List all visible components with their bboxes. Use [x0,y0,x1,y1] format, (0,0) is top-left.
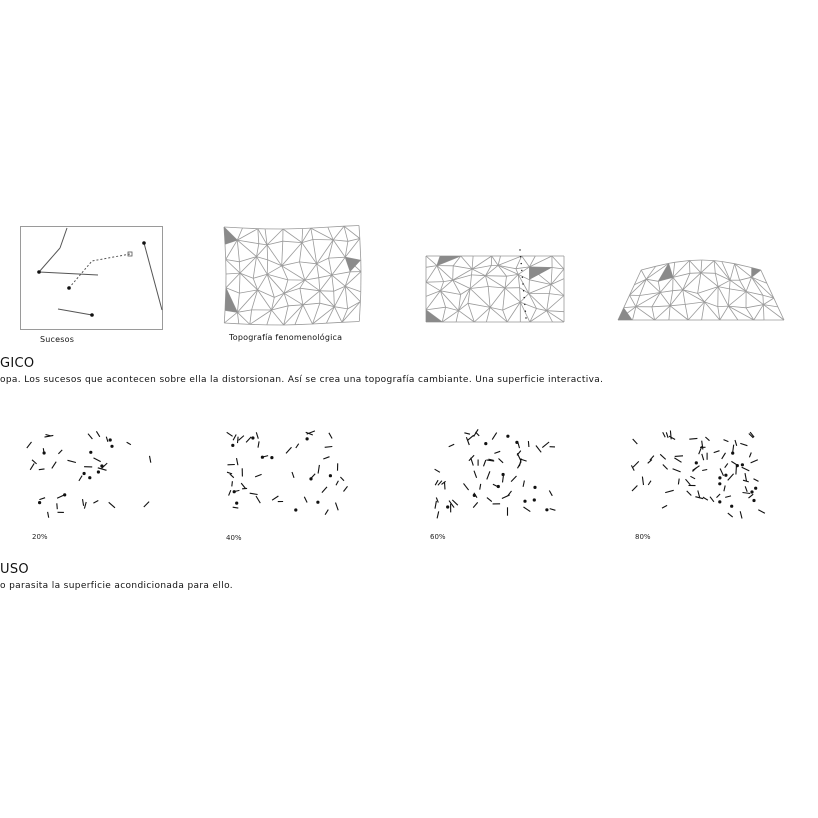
occupant-dash [229,490,231,495]
occupant-dash [724,486,725,492]
occupant-dash [466,437,469,445]
occupant-dash [511,476,516,482]
occupant-dash [714,451,720,453]
occupant-dash [720,469,723,476]
occupant-dash [698,491,700,498]
occupant-dot [523,500,526,503]
occupant-dot [89,451,92,454]
occupant-dash [487,498,492,502]
occupant-dash [449,444,455,447]
event-trace [144,243,162,310]
occupant-dash [336,503,339,511]
occupant-dash [106,437,108,442]
occupant-dash [237,458,238,465]
occupant-dash [703,497,708,500]
occupant-dot [484,442,487,445]
occupant-dash [494,451,500,453]
occupant-dash [258,441,259,447]
occupant-dash [528,441,529,447]
occupant-dash [263,456,268,457]
occupant-dot [718,500,721,503]
occupant-dash [674,458,681,462]
occupant-dash [39,498,45,500]
occupant-dash [745,473,747,481]
occupant-dash [675,456,683,457]
occupant-dash [702,470,707,471]
occupant-dash [94,458,101,462]
occupant-dash [503,476,504,483]
occupant-dash [88,434,92,439]
occupant-dash [445,482,446,489]
occupant-dash [633,461,639,467]
event-trace-dashed [69,254,130,288]
event-trace-dot [525,311,526,312]
section-text-use: o parasita la superficie acondicionada para ello. [0,581,233,591]
occupant-dot [533,486,536,489]
event-trace [60,228,67,248]
occupant-dot [231,444,234,447]
occupant-dash [256,432,258,438]
event-trace-dot [521,263,522,264]
event-trace [39,272,98,275]
occupant-dash [435,469,440,472]
occupant-dash [230,474,234,478]
occupant-dot [38,501,41,504]
event-trace-dot [524,304,525,305]
occupant-dash [325,510,328,515]
occupant-dot [718,482,721,485]
occupant-dot [83,472,86,475]
occupant-dot [718,476,721,479]
occupant-dash [57,503,58,509]
occupant-dash [96,431,99,437]
occupant-dash [318,465,319,474]
occupant-dot [752,499,755,502]
occupation-diagram-40 [214,428,356,520]
occupant-dash [336,481,338,486]
occupant-dash [710,497,714,502]
occupant-dash [745,486,747,492]
mesh-shaded-face [752,268,761,278]
event-trace-dot [520,256,521,257]
occupant-dash [32,460,37,464]
occupant-dash [663,432,666,437]
occupation-diagram-20 [22,428,162,520]
occupant-dot [730,505,733,508]
occupant-dot [533,498,536,501]
occupant-dash [648,460,652,464]
occupant-dash [518,462,522,469]
occupant-dash [127,442,131,445]
occupant-dash [499,459,504,463]
occupant-dash [150,456,151,463]
occupant-dash [725,463,728,467]
occupant-dash [233,507,239,508]
occupant-dash [27,442,32,448]
events-diagram [20,226,163,330]
occupant-dash [663,465,668,470]
occupant-dash [666,432,668,438]
occupant-dash [464,433,470,434]
occupant-dash [728,513,733,517]
occupant-dot [251,436,254,439]
occupant-dot [754,487,757,490]
occupant-dash [39,469,45,470]
occupant-dash [286,447,292,453]
occupant-dash [227,432,233,436]
occupant-dash [492,433,497,440]
occupant-dash [484,460,486,466]
occupant-dash [758,510,765,513]
occupant-dash [749,494,754,498]
density-label-60: 60% [430,533,446,541]
occupant-dash [662,505,667,508]
topography-caption: Topografía fenomenológica [229,333,343,342]
occupant-dash [687,491,692,496]
occupant-dash [48,512,49,518]
occupant-dot [110,445,113,448]
occupant-dash [725,496,731,498]
occupant-dash [740,443,747,445]
occupant-dot [306,437,309,440]
occupant-dash [524,507,531,512]
occupant-dash [46,435,51,436]
occupant-dash [296,444,299,448]
occupant-dot [545,508,548,511]
occupant-dash [227,472,232,474]
occupant-dash [549,491,552,496]
occupant-dash [705,437,709,441]
occupant-dash [473,502,478,507]
occupant-dash [30,463,34,469]
occupant-dash [232,481,233,486]
occupant-dot [235,502,238,505]
occupant-dash [735,440,737,446]
occupant-dash [329,433,332,439]
occupant-dash [58,450,62,454]
occupant-dash [689,438,697,439]
occupant-dash [754,479,759,482]
occupant-dash [83,499,84,506]
density-label-20: 20% [32,533,48,541]
density-label-40: 40% [226,534,242,542]
occupant-dash [751,460,758,463]
occupant-dash [474,471,477,478]
events-caption: Sucesos [40,335,75,344]
occupant-dash [717,494,721,498]
occupant-dash [68,460,76,462]
occupant-dash [322,487,327,493]
occupant-dash [632,486,637,492]
event-point [142,241,146,245]
occupant-dot [270,456,273,459]
occupant-dash [250,493,258,494]
occupant-dash [304,497,307,503]
occupant-dash [731,461,738,465]
occupant-dash [109,502,115,508]
mesh-shaded-face [618,308,633,320]
section-heading-topography: GICO [0,356,35,371]
occupant-dot [97,470,100,473]
event-trace-dot [524,297,525,298]
occupant-dash [702,441,703,450]
occupant-dash [233,435,236,441]
occupant-dash [728,474,734,481]
occupant-dash [517,453,521,460]
event-trace-dot [519,249,520,250]
occupant-dash [642,477,643,485]
occupant-dash [743,493,751,494]
occupant-dash [255,474,262,477]
occupant-dash [648,481,651,485]
occupant-dash [84,502,86,509]
occupant-dot [329,474,332,477]
occupant-dash [464,483,469,490]
occupant-dot [750,490,753,493]
occupant-dash [438,481,442,486]
occupant-dot [316,501,319,504]
occupant-dash [702,454,704,460]
occupant-dash [435,501,436,509]
occupant-dash [468,435,474,440]
occupant-dash [340,477,344,481]
section-heading-use: USO [0,562,29,577]
event-trace-dot [522,277,523,278]
event-trace-dot [523,290,524,291]
occupant-dot [741,463,744,466]
occupant-dash [742,467,750,471]
occupant-dash [633,439,638,444]
occupant-dash [480,484,481,490]
occupation-diagram-80 [628,428,768,520]
event-trace-dot [525,317,526,318]
occupant-dash [523,481,524,487]
density-label-80: 80% [635,533,651,541]
occupant-dash [292,472,294,478]
occupant-dash [256,496,260,503]
topography-mesh-perspective [616,264,786,324]
occupant-dash [493,484,498,486]
event-trace-dot [521,270,522,271]
occupant-dash [749,453,751,458]
event-trace [39,248,60,272]
event-point [67,286,71,290]
occupant-dash [344,486,348,491]
occupant-dash [241,483,245,488]
section-text-topography: opa. Los sucesos que acontecen sobre ella la distorsionan. Así se crea una topografía cambiante. Una superficie interactiva. [0,375,604,385]
occupant-dash [79,476,82,481]
mesh-shaded-face [224,227,237,244]
occupant-dash [673,469,681,472]
occupation-diagram-60 [424,428,564,520]
occupant-dash [740,511,742,518]
occupant-dash [724,440,729,442]
event-point [90,313,94,317]
occupant-dot [724,474,727,477]
topography-mesh-deformed [424,246,566,326]
occupant-dash [323,457,329,459]
occupant-dash [678,479,679,485]
occupant-dash [238,437,239,443]
mesh-shaded-face [658,263,673,281]
occupant-dash [487,471,490,479]
occupant-dash [435,480,438,485]
occupant-dot [446,505,449,508]
occupant-dash [239,436,244,441]
event-trace [58,309,92,315]
occupant-dash [536,446,541,453]
occupant-dash [650,456,654,461]
occupant-dash [665,490,674,492]
occupant-dot [294,508,297,511]
occupant-dash [669,436,675,439]
occupant-dash [57,495,65,499]
event-point [37,270,41,274]
topography-mesh-flat [222,224,362,328]
occupant-dot [109,438,112,441]
occupant-dash [733,445,734,453]
occupant-dash [325,447,333,448]
occupant-dash [452,500,458,505]
occupant-dash [690,476,695,479]
occupant-dash [686,479,691,485]
occupant-dash [52,462,56,469]
mesh-shaded-face [529,267,552,280]
occupant-dot [502,473,505,476]
occupant-dash [93,501,98,504]
occupant-dash [660,454,666,459]
occupant-dash [272,496,278,500]
event-trace-dot [522,283,523,284]
occupant-dash [437,511,439,518]
occupant-dash [144,502,149,507]
occupant-dot [506,435,509,438]
occupant-dash [722,453,726,459]
occupant-dash [736,466,737,474]
occupant-dash [518,442,520,448]
occupant-dot [695,461,698,464]
occupant-dot [88,476,91,479]
occupant-dash [474,429,479,436]
occupant-dash [542,442,549,448]
occupant-dash [670,431,671,440]
occupant-dash [550,509,556,511]
occupant-dash [246,437,251,443]
